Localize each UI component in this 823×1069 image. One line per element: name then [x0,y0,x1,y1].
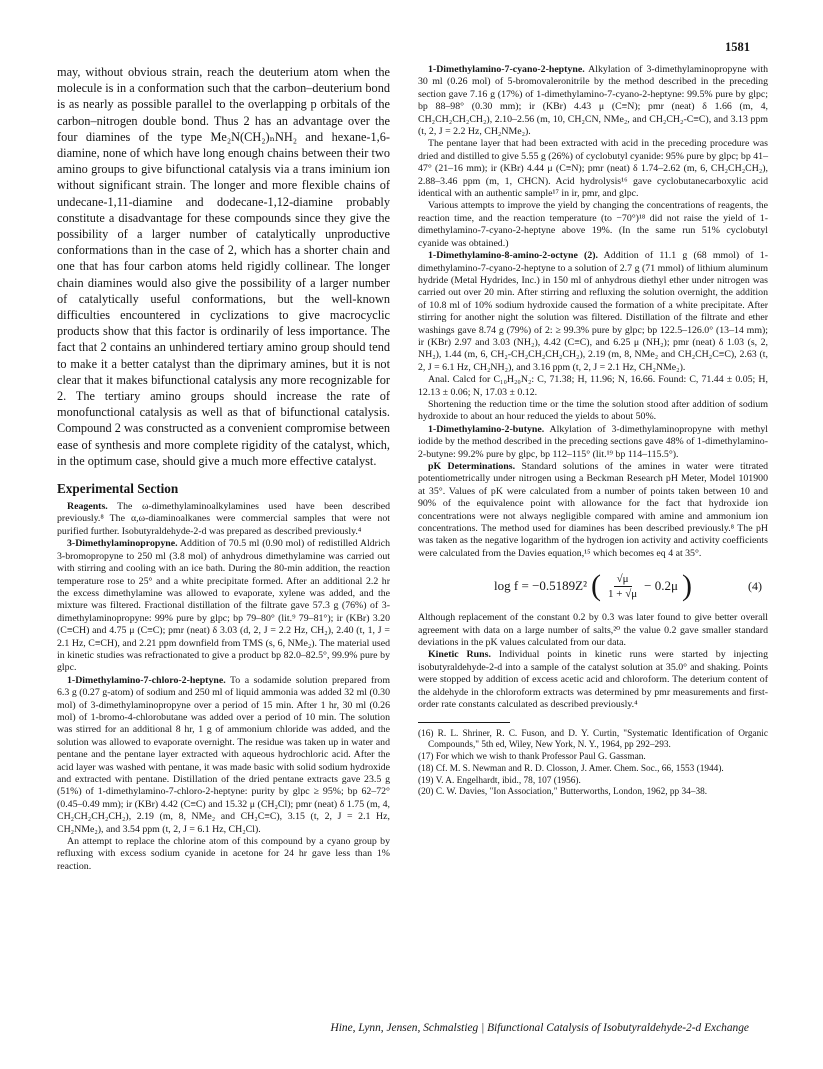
paragraph-body: Anal. Calcd for C₁₀H₂₀N₂: C, 71.38; H, 11.96; N, 16.66. Found: C, 71.44 ± 0.05; H, 12.13 ± 0.06; N, 17.03 ± 0.12. [418,374,768,398]
discussion-paragraph: may, without obvious strain, reach the deuterium atom when the molecule is in a conformation such that the carbon–deuterium bond is as nearly as possible parallel to the overlapping p orbitals of the carbon–nitrogen double bond. Thus 2 has an advantage over the four diamines of the type Me₂N(CH₂)ₙNH₂ and hexane-1,6-diamine, none of which have long enough chains between their two amino groups to give bifunctional catalysis via a trans iminium ion without significant strain. The longer and more flexible chains of undecane-1,11-diamine and dodecane-1,12-diamine probably constitute a disadvantage for these compounds since they give the possibility of a larger number of catalytically unproductive conformations than in the case of 2, which has a shorter chain and one that has four carbon atoms held rigidly collinear. The longer chain diamines would also give the possibility of a larger number of catalytically useful conformations, but the well-known difficulties encountered in cyclizations to give macrocyclic products show that this factor is ordinarily of less importance. The fact that 2 contains an unhindered tertiary amino group should tend to make it a better catalyst than the diprimary amines, but it is not clear that it makes bifunctional catalysis any more recognizable for 2. The tertiary amino groups should increase the rate of monofunctional catalysis as well as that of bifunctional catalysis. Compound 2 was constructed as a convenient compromise between ease of synthesis and more complete rigidity of the catalyst, which, in the optimum case, should give a much more effective catalyst. [57,65,390,468]
experimental-paragraph [418,461,768,560]
paragraph-body: Addition of 70.5 ml (0.90 mol) of redistilled Aldrich 3-bromopropyne to 250 ml (3.8 mol) of anhydrous dimethylamine was carried out with stirring and cooling with an ice bath. During the 80-min addition, the reaction temperature rose to 25° and a white precipitate formed. After an additional 2.2 hr the excess dimethylamine was allowed to evaporate, xylene was added, and the mixture was filtered. Fractional distillation of the filtrate gave 57.3 g (76%) of 3-dimethylaminopropyne: 99% pure by glpc; bp 79–80° (lit.⁹ 79–81°); ir (KBr) 3.20 (C≡CH) and 4.75 μ (C≡C); pmr (neat) δ 3.03 (d, 2, J = 2.2 Hz, CH₂), 2.40 (t, 1, J = 2.1 Hz, C≡CH), and 2.21 ppm downfield from TMS (s, 6, NMe₂). The material used in kinetic studies was refractionated to give a product bp 82.0–82.5°, 99.9% pure by glpc. [57,538,390,674]
left-column [57,64,390,873]
experimental-paragraph [418,399,768,424]
paragraph-body: Individual points in kinetic runs were started by injecting isobutyraldehyde-2-d into a sample of the catalyst solution at 35.0° and shaking. Points were stopped by addition of excess acetic acid and chloroform. The deterium content of the aldehyde in the chloroform extracts was determined by pmr measurements and first-order rate constants calculated as described previously.⁴ [418,649,768,711]
experimental-paragraph [57,675,390,836]
footnote: (18) Cf. M. S. Newman and R. D. Closson, J. Amer. Chem. Soc., 66, 1553 (1944). [418,763,724,774]
footnote: (16) R. L. Shriner, R. C. Fuson, and D. Y. Curtin, "Systematic Identification of Organic Compounds," 5th ed, Wiley, New York, N. Y., 1964, pp 292–293. [418,728,768,751]
footnote-divider [418,722,510,723]
paragraph-run-head: 1-Dimethylamino-7-chloro-2-heptyne. [67,674,226,686]
section-heading: Experimental Section [57,481,179,497]
analysis-paragraph [418,374,768,399]
equation-number: (4) [748,578,762,593]
equation-numerator: √μ [614,573,632,587]
paragraph-body: Alkylation of 3-dimethylaminopropyne with methyl iodide by the method described in the preceding sections gave 48% of 1-dimethylamino-2-butyne: 99.2% pure by glpc, bp 112–115° (lit.¹⁹ bp 114–115.5°). [418,423,768,460]
experimental-paragraph [418,612,768,649]
experimental-paragraph [418,138,768,200]
paragraph-run-head: pK Determinations. [428,461,516,472]
footnote: (20) C. W. Davies, "Ion Association," Butterworths, London, 1962, pp 34–38. [418,787,708,798]
experimental-paragraph [57,538,390,674]
experimental-paragraph [418,250,768,374]
paragraph-body: Standard solutions of the amines in water were titrated potentiometrically under nitrogen using a Beckman Research pH Meter, Model 101900 at 35°. Values of pK were calculated from a number of points taken between 10 and 90% of the equivalence point with allowance for the fact that hydroxide ion concentrations were not always negligible compared with amine and ammonium ion concentrations. The method used for diamines has been described previously.⁸ The pH was taken as the negative logarithm of the hydrogen ion activity and activity coefficients were calculated from the Davies equation,¹⁵ which becomes eq 4 at 35°. [418,461,768,559]
footnote: (19) V. A. Engelhardt, ibid., 78, 107 (1956). [418,775,581,786]
experimental-paragraph [418,200,768,250]
paragraph-run-head: 1-Dimethylamino-8-amino-2-octyne (2). [428,250,598,262]
paragraph-body: Various attempts to improve the yield by changing the concentrations of reagents, the reaction time, and the reaction temperature (to −70°)¹⁸ did not raise the yield of 1-dimethylamino-7-cyano-2-heptyne above 19%. (In the same run 51% cyclobutyl cyanide was obtained.) [418,200,768,249]
paragraph-run-head: 3-Dimethylaminopropyne. [67,538,178,550]
davies-equation [418,564,768,608]
equation-open-paren: ( [591,569,601,603]
equation-tail: − 0.2μ [644,578,678,594]
paragraph-body: The pentane layer that had been extracted with acid in the preceding procedure was dried and distilled to give 5.55 g (26%) of cyclobutyl cyanide: 95% pure by glpc; bp 41–47° (21–16 mm); ir (KBr) 4.44 μ (C≡N); pmr (neat) δ 1.74–2.62 (m, 6, CH₂CH₂CH₂), 2.88–3.46 ppm (m, 1, CHCN). Acid hydrolysis¹⁶ gave cyclobutanecarboxylic acid identical with an authentic sample¹⁷ in ir, pmr, and glpc. [418,138,768,200]
experimental-paragraph [418,649,768,711]
experimental-paragraph [418,424,768,461]
equation-lhs: log f = −0.5189Z² [494,578,587,594]
paragraph-body: An attempt to replace the chlorine atom of this compound by a cyano group by refluxing with excess sodium cyanide in acetone for 24 hr gave less than 1% reaction. [57,836,390,872]
paragraph-body: Addition of 11.1 g (68 mmol) of 1-dimethylamino-7-cyano-2-heptyne to a solution of 2.7 g (71 mmol) of lithium aluminum hydride (Metal Hydrides, Inc.) in 150 ml of anhydrous diethyl ether under nitrogen was carried out over 20 min. After stirring and refluxing the solution overnight, the addition of 10.8 ml of 10% sodium hydroxide caused the formation of a white precipitate. After stirring for another night the solution was filtered. Distillation of the filtrate and ether washings gave 8.74 g (79%) of 2: ≥ 99.3% pure by glpc; bp 122.5–126.0° (13–14 mm); ir (KBr) 2.97 and 3.03 (NH₂), 4.42 (C≡C), and 6.25 μ (NH₂); pmr (neat) δ 1.03 (s, 2, NH₂), 1.44 (m, 6, CH₂-CH₂CH₂CH₂CH₂), 2.19 (m, 8, NMe₂ and CH₂CH₂C≡C), 2.63 (t, 2, J = 6.1 Hz, CH₂NH₂), and 3.16 ppm (t, 2, J = 2.1 Hz, CH₂NMe₂). [418,250,768,373]
running-footer: Hine, Lynn, Jensen, Schmalstieg | Bifunctional Catalysis of Isobutyraldehyde-2-d Exchange [330,1022,749,1034]
paragraph-run-head: Kinetic Runs. [428,649,491,661]
paragraph-body: Shortening the reduction time or the time the solution stood after addition of sodium hydroxide to about an hour reduced the yields to about 50%. [418,398,768,423]
paragraph-body: To a sodamide solution prepared from 6.3 g (0.27 g-atom) of sodium and 250 ml of liquid ammonia was added 32 ml (0.30 mol) of 3-dimethylaminopropyne over a period of 15 min. After 1 hr, 30 ml (0.26 mol) of 1-bromo-4-chlorobutane was added over a period of 10 min. The solution was stirred for an additional 8 hr, 1 g of ammonium chloride was added, and the solution was allowed to evaporate overnight. The residue was taken up in water and pentane and the pentane layer extracted with aqueous hydrochloric acid. After the acid layer was washed with pentane, it was made basic with solid sodium hydroxide and extracted with pentane. Distillation of the dried pentane extracts gave 23.5 g (51%) of 1-dimethylamino-7-chloro-2-heptyne: purity by glpc ≥ 95%; bp 62–72° (0.45–0.49 mm); ir (KBr) 4.42 (C≡C) and 15.32 μ (CH₂Cl); pmr (neat) δ 1.75 (m, 4, CH₂CH₂CH₂CH₂), 2.19 (m, 8, NMe₂ and CH₂C≡C), 3.15 (t, 2, J = 2.1 Hz, CH₂NMe₂), and 3.54 ppm (t, 2, J = 6.1 Hz, CH₂Cl). [57,674,390,835]
paragraph-run-head: 1-Dimethylamino-2-butyne. [428,423,545,435]
paragraph-run-head: Reagents. [67,501,108,513]
page-number: 1581 [725,40,750,54]
right-column [418,64,768,799]
equation-close-paren: ) [681,569,692,603]
paragraph-run-head: 1-Dimethylamino-7-cyano-2-heptyne. [428,64,585,75]
footnotes [418,729,768,800]
equation-denominator: 1 + √μ [608,587,638,600]
footnote: (17) For which we wish to thank Professor Paul G. Gassman. [418,752,646,763]
experimental-paragraph [57,501,390,538]
experimental-paragraph [57,836,390,873]
experimental-paragraph [418,64,768,138]
paragraph-body: Although replacement of the constant 0.2 by 0.3 was later found to give better overall agreement with data on a large number of salts,²⁰ the value 0.2 gave smaller standard deviations in the pK values calculated from our data. [418,612,768,649]
equation-fraction [605,573,640,600]
paragraph-body: Alkylation of 3-dimethylaminopropyne with 30 ml (0.26 mol) of 5-bromovaleronitrile by the method described in the preceding section gave 7.16 g (17%) of 1-dimethylamino-7-cyano-2-heptyne: 99.5% pure by glpc; bp 88–98° (0.30 mm); ir (KBr) 4.43 μ (C≡N); pmr (neat) δ 1.66 (m, 4, CH₂CH₂CH₂CH₂), 2.10–2.56 (m, 10, CH₂CN, NMe₂, and CH₂CH₂-C≡C), and 3.13 ppm (t, 2, J = 2.2 Hz, CH₂NMe₂). [418,64,769,138]
paragraph-body: The ω-dimethylaminoalkylamines used have been described previously.⁸ The α,ω-diaminoalkanes were commercial samples that were not purified further. Isobutyraldehyde-2-d was prepared as described previously.⁴ [57,501,390,537]
